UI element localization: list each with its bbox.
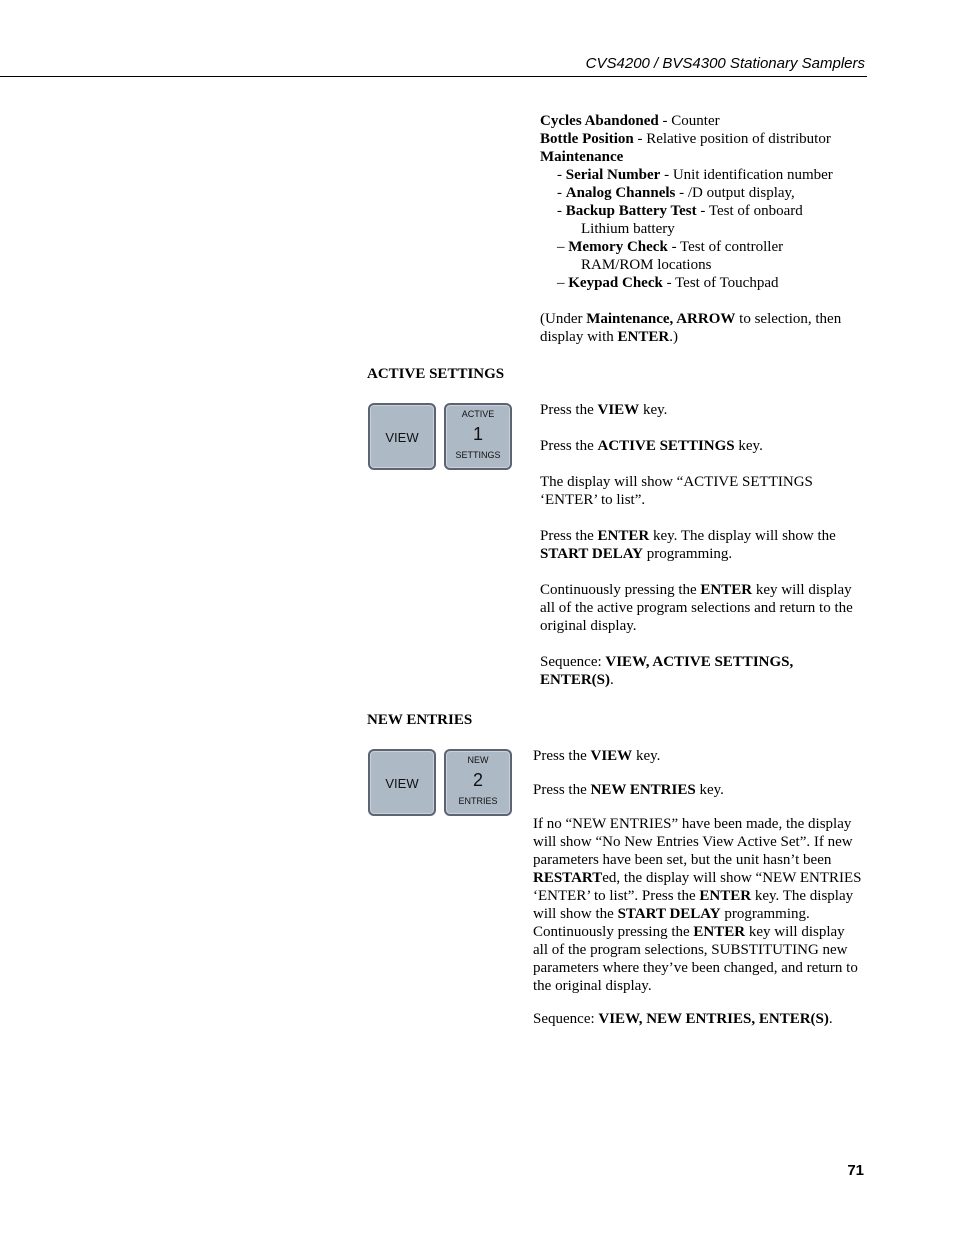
menu-list xyxy=(540,112,870,346)
active-settings-text xyxy=(540,401,858,689)
section-heading-new-entries: NEW ENTRIES xyxy=(367,712,473,728)
menu-subitem-memory: – Memory Check - Test of controller xyxy=(557,239,784,255)
menu-subitem-keypad: – Keypad Check - Test of Touchpad xyxy=(557,275,779,291)
menu-subitem-serial: - Serial Number - Unit identification number xyxy=(557,167,833,183)
active-settings-key: ACTIVE 1 SETTINGS xyxy=(444,403,512,470)
view-key: VIEW xyxy=(368,749,436,816)
menu-item-cycles: Cycles Abandoned - Counter xyxy=(540,113,720,129)
active-step-4: Press the ENTER key. The display will show the START DELAY programming. xyxy=(540,528,836,562)
active-step-1: Press the VIEW key. xyxy=(540,402,668,418)
new-entries-key: NEW 2 ENTRIES xyxy=(444,749,512,816)
new-step-2: Press the NEW ENTRIES key. xyxy=(533,782,724,798)
new-step-1: Press the VIEW key. xyxy=(533,748,661,764)
view-key: VIEW xyxy=(368,403,436,470)
page-number: 71 xyxy=(847,1162,864,1179)
menu-item-maintenance: Maintenance xyxy=(540,149,624,165)
running-header: CVS4200 / BVS4300 Stationary Samplers xyxy=(585,55,865,72)
menu-subitem-analog: - Analog Channels - /D output display, xyxy=(557,185,795,201)
active-sequence: Sequence: VIEW, ACTIVE SETTINGS, ENTER(S). xyxy=(540,654,794,688)
new-sequence: Sequence: VIEW, NEW ENTRIES, ENTER(S). xyxy=(533,1011,833,1027)
menu-subitem-battery-cont: Lithium battery xyxy=(581,221,675,237)
new-entries-text xyxy=(533,747,863,1028)
active-step-2: Press the ACTIVE SETTINGS key. xyxy=(540,438,763,454)
keypad-active-settings xyxy=(368,403,518,475)
menu-subitem-battery: - Backup Battery Test - Test of onboard xyxy=(557,203,803,219)
section-heading-active-settings: ACTIVE SETTINGS xyxy=(367,366,505,382)
menu-subitem-memory-cont: RAM/ROM locations xyxy=(581,257,712,273)
keypad-new-entries xyxy=(368,749,518,821)
menu-item-bottle: Bottle Position - Relative position of distributor xyxy=(540,131,831,147)
active-step-3: The display will show “ACTIVE SETTINGS ‘ENTER’ to list”. xyxy=(540,474,813,508)
header-rule xyxy=(0,76,867,77)
active-step-5: Continuously pressing the ENTER key will display all of the active program selections and return to the original display. xyxy=(540,582,853,634)
new-step-3: If no “NEW ENTRIES” have been made, the display will show “No New Entries View Active Set”. If new parameters have been set, but the unit hasn’t been RESTARTed, the display will show “NEW ENTRIES ‘ENTER’ to list”. Press the ENTER key. The display will show the START DELAY programming. Continuously pressing the ENTER key will display all of the program selections, SUBSTITUTING new parameters where they’ve been changed, and return to the original display. xyxy=(533,816,862,994)
maintenance-note: (Under Maintenance, ARROW to selection, then display with ENTER.) xyxy=(540,311,842,345)
